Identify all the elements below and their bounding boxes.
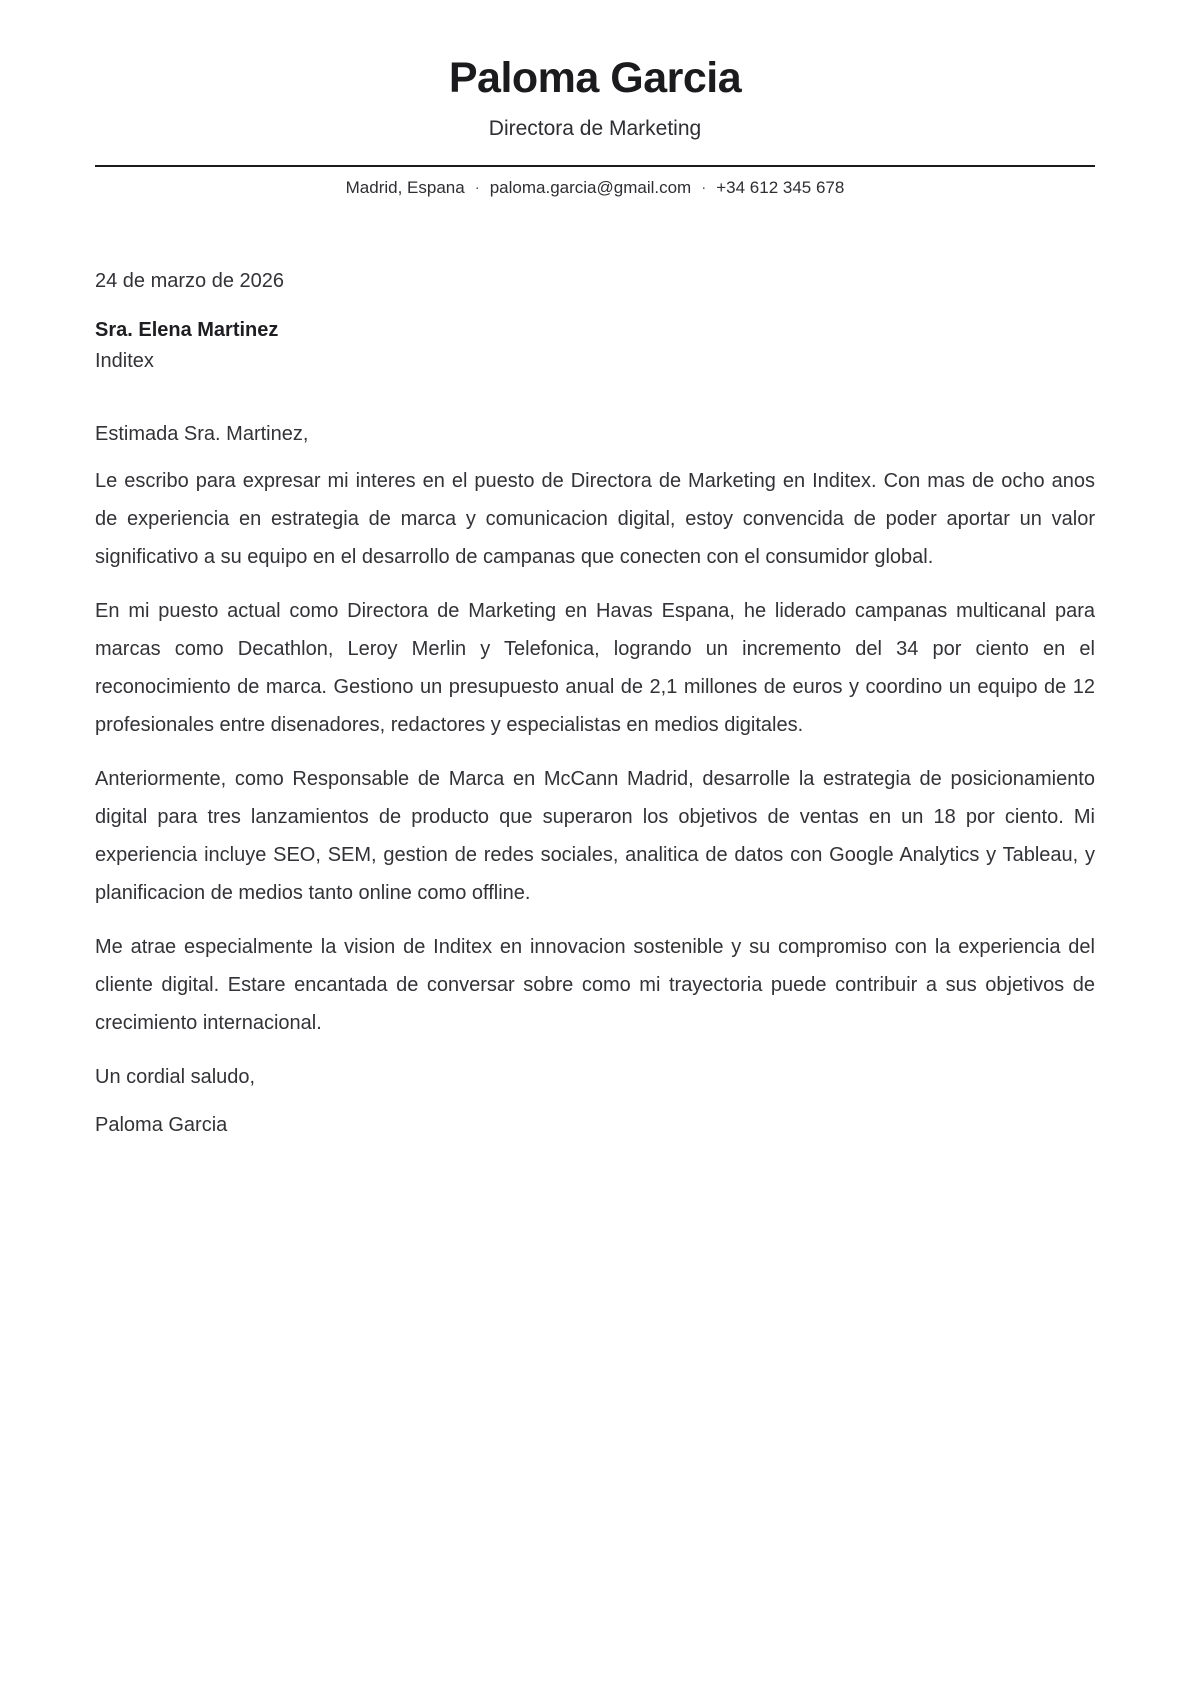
recipient-company: Inditex	[95, 350, 154, 373]
body-paragraph: Me atrae especialmente la vision de Inditex en innovacion sostenible y su compromiso con la experiencia del cliente digital. Estare encantada de conversar sobre como mi trayectoria puede contribuir a sus objetivos de crecimiento internacional.	[95, 936, 1095, 1035]
candidate-job-title: Directora de Marketing	[488, 117, 702, 141]
letter-date: 24 de marzo de 2026	[95, 270, 285, 293]
header-divider	[95, 165, 1095, 167]
candidate-name: Paloma Garcia	[448, 54, 742, 102]
contact-separator: ·	[701, 179, 707, 197]
contact-line	[95, 176, 1095, 200]
recipient-name: Sra. Elena Martinez	[95, 319, 279, 342]
contact-phone: +34 612 345 678	[716, 178, 845, 198]
contact-location: Madrid, Espana	[345, 178, 465, 198]
body-paragraph: Le escribo para expresar mi interes en el puesto de Directora de Marketing en Inditex. Con mas de ocho anos de experiencia en estrategia de marca y comunicacion digital, estoy convencida de poder aportar un valor significativo a su equipo en el desarrollo de campanas que conecten con el consumidor global.	[95, 470, 1095, 569]
salutation: Estimada Sra. Martinez,	[95, 423, 309, 446]
body-paragraph: Anteriormente, como Responsable de Marca en McCann Madrid, desarrolle la estrategia de posicionamiento digital para tres lanzamientos de producto que superaron los objetivos de ventas en un 18 por ciento. Mi experiencia incluye SEO, SEM, gestion de redes sociales, analitica de datos con Google Analytics y Tableau, y planificacion de medios tanto online como offline.	[95, 768, 1095, 905]
letter-header	[95, 54, 1095, 200]
closing: Un cordial saludo,	[95, 1066, 256, 1089]
recipient-block	[95, 315, 1095, 377]
contact-email: paloma.garcia@gmail.com	[489, 178, 692, 198]
body-paragraph: En mi puesto actual como Directora de Marketing en Havas Espana, he liderado campanas multicanal para marcas como Decathlon, Leroy Merlin y Telefonica, logrando un incremento del 34 por ciento en el reconocimiento de marca. Gestiono un presupuesto anual de 2,1 millones de euros y coordino un equipo de 12 profesionales entre disenadores, redactores y especialistas en medios digitales.	[95, 600, 1095, 737]
signature-name: Paloma Garcia	[95, 1114, 228, 1137]
contact-separator: ·	[474, 179, 480, 197]
